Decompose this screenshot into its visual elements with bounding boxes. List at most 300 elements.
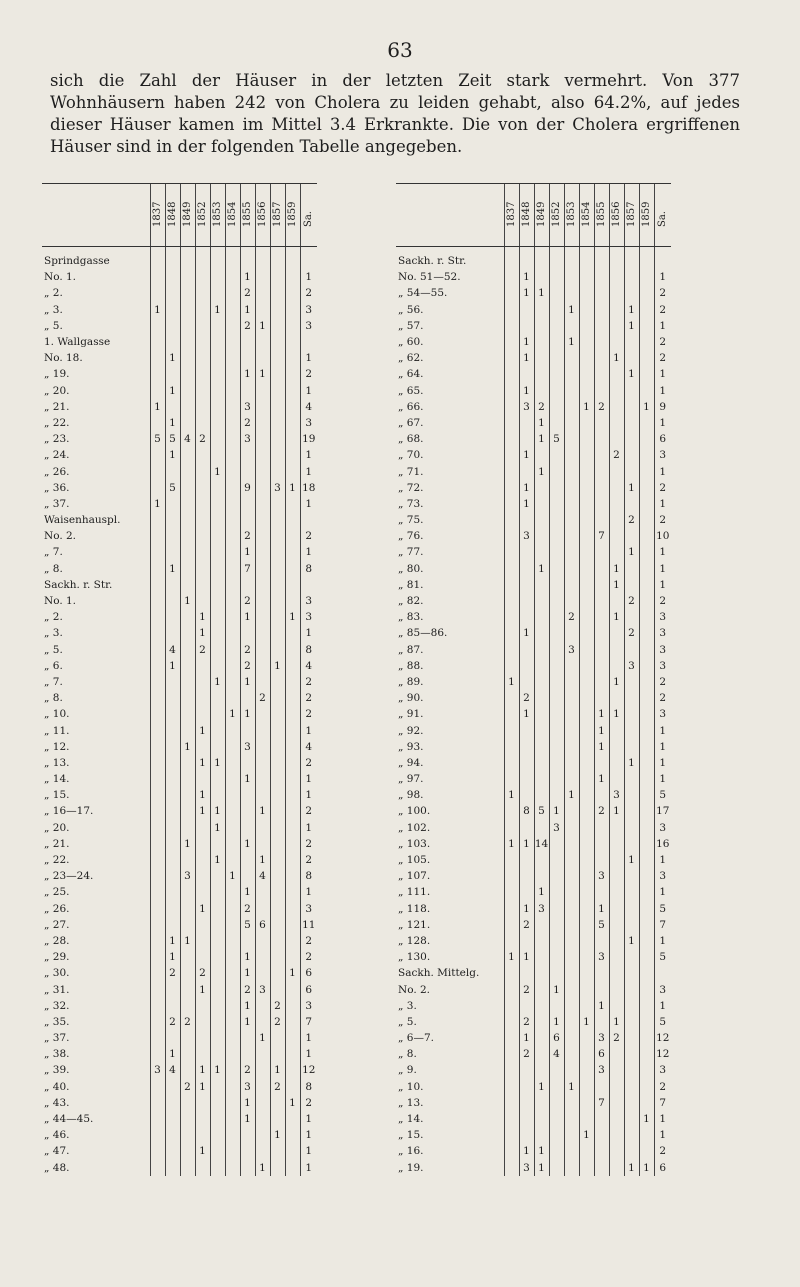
table-cell (225, 933, 240, 949)
table-cell (240, 463, 255, 479)
table-cell (549, 577, 564, 593)
table-cell (195, 1095, 210, 1111)
table-cell (504, 334, 519, 350)
table-row (396, 965, 671, 981)
table-cell (624, 642, 639, 658)
table-cell (285, 269, 300, 285)
table-cell (504, 415, 519, 431)
row-label: „ 130. (398, 951, 431, 964)
table-cell (609, 901, 624, 917)
table-cell: 2 (624, 593, 639, 609)
table-cell (240, 852, 255, 868)
table-cell: 2 (300, 949, 317, 965)
table-cell (150, 1079, 165, 1095)
table-cell (255, 901, 270, 917)
table-cell: 4 (165, 642, 180, 658)
table-cell (579, 998, 594, 1014)
table-cell: 7 (300, 1014, 317, 1030)
table-cell (639, 820, 654, 836)
table-cell (225, 1143, 240, 1159)
table-cell: 3 (519, 1160, 534, 1176)
table-cell: 2 (270, 998, 285, 1014)
table-cell (255, 302, 270, 318)
table-cell (285, 528, 300, 544)
table-cell (270, 285, 285, 301)
table-cell (564, 431, 579, 447)
table-cell (240, 247, 255, 270)
left-column-header-label: 1849 (181, 201, 193, 227)
table-cell (579, 642, 594, 658)
left-column-header-label: 1853 (211, 201, 223, 227)
table-row (396, 593, 671, 609)
row-label: „ 37. (44, 497, 70, 510)
table-cell (180, 1095, 195, 1111)
table-cell (240, 690, 255, 706)
table-cell (594, 544, 609, 560)
table-cell (579, 755, 594, 771)
table-cell: 3 (300, 593, 317, 609)
left-header-blank (42, 184, 150, 247)
table-cell (534, 544, 549, 560)
table-cell (639, 334, 654, 350)
table-cell (195, 334, 210, 350)
table-cell (270, 593, 285, 609)
table-cell (624, 609, 639, 625)
table-cell: 16 (654, 836, 671, 852)
left-column-header (210, 184, 225, 247)
table-cell: 2 (195, 431, 210, 447)
row-label: „ 93. (398, 740, 424, 753)
table-cell (549, 642, 564, 658)
table-cell (609, 512, 624, 528)
table-cell (195, 1014, 210, 1030)
table-cell: 3 (594, 868, 609, 884)
table-cell (534, 820, 549, 836)
table-cell: 1 (180, 836, 195, 852)
right-column-header-label: Sa. (656, 211, 668, 227)
table-cell: 1 (300, 269, 317, 285)
table-cell (210, 836, 225, 852)
table-cell: 1 (654, 318, 671, 334)
table-cell (609, 722, 624, 738)
table-cell: 2 (165, 1014, 180, 1030)
table-cell (210, 1030, 225, 1046)
table-cell (255, 787, 270, 803)
table-row (396, 998, 671, 1014)
table-cell (504, 496, 519, 512)
row-label: „ 23. (44, 433, 70, 446)
table-cell: 2 (519, 917, 534, 933)
table-cell: 2 (654, 334, 671, 350)
table-cell (594, 933, 609, 949)
table-cell: 2 (240, 642, 255, 658)
table-cell (225, 965, 240, 981)
table-cell (579, 901, 594, 917)
table-cell (255, 1046, 270, 1062)
table-cell (504, 852, 519, 868)
table-cell (639, 722, 654, 738)
row-label: „ 105. (398, 854, 431, 867)
table-cell (579, 383, 594, 399)
table-cell (639, 609, 654, 625)
table-cell (285, 722, 300, 738)
table-cell: 9 (240, 480, 255, 496)
table-cell (519, 884, 534, 900)
left-column-header (255, 184, 270, 247)
table-cell (624, 269, 639, 285)
table-cell: 3 (534, 901, 549, 917)
table-cell (225, 901, 240, 917)
table-cell (180, 722, 195, 738)
table-cell (504, 771, 519, 787)
table-cell (549, 480, 564, 496)
table-cell (210, 642, 225, 658)
table-cell: 1 (594, 998, 609, 1014)
table-cell: 1 (240, 1014, 255, 1030)
table-cell (519, 868, 534, 884)
table-cell (285, 415, 300, 431)
table-cell (195, 512, 210, 528)
table-cell: 1 (639, 1160, 654, 1176)
row-label: „ 107. (398, 870, 431, 883)
table-cell (504, 690, 519, 706)
table-cell (639, 1095, 654, 1111)
table-cell (270, 544, 285, 560)
table-row (396, 285, 671, 301)
table-cell (225, 609, 240, 625)
table-cell (504, 642, 519, 658)
table-cell: 1 (165, 658, 180, 674)
table-cell: 2 (519, 690, 534, 706)
table-cell (579, 836, 594, 852)
row-label: „ 85—86. (398, 627, 448, 640)
table-row (42, 496, 317, 512)
table-cell (195, 577, 210, 593)
table-cell (225, 722, 240, 738)
table-cell (255, 593, 270, 609)
table-cell (255, 577, 270, 593)
table-cell (624, 1095, 639, 1111)
table-cell (180, 884, 195, 900)
table-cell: 12 (300, 1062, 317, 1078)
table-cell (519, 722, 534, 738)
table-cell (270, 1143, 285, 1159)
table-cell: 17 (654, 803, 671, 819)
table-cell (579, 625, 594, 641)
table-cell (150, 609, 165, 625)
table-cell (594, 463, 609, 479)
right-column-header (534, 184, 549, 247)
table-cell: 3 (654, 609, 671, 625)
table-cell (594, 577, 609, 593)
table-cell (150, 593, 165, 609)
table-cell (180, 480, 195, 496)
table-cell: 6 (549, 1030, 564, 1046)
table-cell (210, 1143, 225, 1159)
table-cell (504, 625, 519, 641)
table-cell (609, 431, 624, 447)
table-cell (255, 561, 270, 577)
table-cell (165, 722, 180, 738)
left-column-header (270, 184, 285, 247)
table-cell (549, 722, 564, 738)
table-cell (165, 868, 180, 884)
table-cell: 1 (240, 302, 255, 318)
table-cell (195, 706, 210, 722)
table-cell (240, 755, 255, 771)
table-cell (150, 706, 165, 722)
table-cell (549, 285, 564, 301)
table-row (42, 383, 317, 399)
table-cell (240, 625, 255, 641)
table-cell (534, 981, 549, 997)
table-cell (285, 739, 300, 755)
table-cell (534, 593, 549, 609)
table-cell (225, 1127, 240, 1143)
table-cell (165, 334, 180, 350)
table-cell: 1 (240, 269, 255, 285)
table-cell (165, 803, 180, 819)
table-cell: 3 (609, 787, 624, 803)
table-cell (195, 447, 210, 463)
table-cell (165, 318, 180, 334)
table-cell (150, 771, 165, 787)
table-cell (150, 1046, 165, 1062)
table-cell (225, 302, 240, 318)
table-cell (639, 1030, 654, 1046)
table-cell: 1 (609, 609, 624, 625)
table-cell: 1 (579, 1127, 594, 1143)
table-cell (624, 334, 639, 350)
table-cell (639, 1127, 654, 1143)
table-row (42, 820, 317, 836)
table-cell (504, 1030, 519, 1046)
table-cell (534, 318, 549, 334)
table-cell: 2 (240, 318, 255, 334)
table-cell: 1 (654, 998, 671, 1014)
page-number: 63 (387, 38, 413, 62)
table-cell (210, 917, 225, 933)
table-cell (564, 480, 579, 496)
table-cell (579, 318, 594, 334)
table-cell: 1 (150, 302, 165, 318)
table-cell (534, 690, 549, 706)
table-cell (255, 1095, 270, 1111)
table-cell (564, 739, 579, 755)
right-column-header-label: 1837 (505, 201, 517, 227)
table-cell (534, 512, 549, 528)
table-cell (534, 771, 549, 787)
table-cell (165, 285, 180, 301)
table-row (396, 577, 671, 593)
table-cell (594, 981, 609, 997)
row-label: „ 8. (398, 1048, 417, 1061)
table-cell (519, 1111, 534, 1127)
row-label: „ 22. (44, 416, 70, 429)
table-cell (270, 722, 285, 738)
table-cell (594, 609, 609, 625)
table-cell (594, 561, 609, 577)
table-row (42, 593, 317, 609)
table-cell (564, 852, 579, 868)
table-cell (519, 998, 534, 1014)
table-row (396, 739, 671, 755)
table-cell (639, 949, 654, 965)
table-cell (519, 739, 534, 755)
right-cholera-table (396, 183, 671, 1176)
row-label: „ 21. (44, 837, 70, 850)
table-cell: 4 (165, 1062, 180, 1078)
table-cell: 1 (225, 706, 240, 722)
table-cell (210, 658, 225, 674)
table-cell (225, 1111, 240, 1127)
table-cell (639, 933, 654, 949)
table-cell: 1 (504, 787, 519, 803)
table-row (396, 512, 671, 528)
table-cell (624, 820, 639, 836)
table-cell (564, 512, 579, 528)
row-label: „ 82. (398, 595, 424, 608)
table-cell (165, 1079, 180, 1095)
row-label: „ 97. (398, 773, 424, 786)
table-cell (210, 577, 225, 593)
table-cell (285, 998, 300, 1014)
table-cell (285, 771, 300, 787)
table-cell (504, 1014, 519, 1030)
table-cell (639, 868, 654, 884)
table-cell: 1 (255, 1160, 270, 1176)
table-cell: 1 (519, 836, 534, 852)
table-cell (150, 625, 165, 641)
table-row (396, 334, 671, 350)
table-row (42, 625, 317, 641)
table-cell: 1 (225, 868, 240, 884)
table-cell (180, 690, 195, 706)
table-cell (150, 512, 165, 528)
table-cell: 1 (300, 1160, 317, 1176)
table-row (42, 366, 317, 382)
right-column-header (579, 184, 594, 247)
table-cell (210, 933, 225, 949)
row-label: „ 111. (398, 886, 431, 899)
table-cell (579, 334, 594, 350)
table-cell (564, 625, 579, 641)
table-cell (504, 803, 519, 819)
row-label: „ 23—24. (44, 870, 94, 883)
table-cell (594, 965, 609, 981)
table-cell (504, 1079, 519, 1095)
row-label: No. 1. (44, 595, 77, 608)
table-cell (180, 447, 195, 463)
table-cell: 1 (195, 1079, 210, 1095)
table-cell (150, 415, 165, 431)
table-cell (534, 1014, 549, 1030)
table-cell (549, 561, 564, 577)
table-row (42, 285, 317, 301)
table-cell: 2 (624, 512, 639, 528)
row-label: „ 128. (398, 934, 431, 947)
table-cell (180, 285, 195, 301)
table-cell (594, 690, 609, 706)
table-cell (564, 577, 579, 593)
table-cell (624, 1014, 639, 1030)
table-cell: 1 (624, 1160, 639, 1176)
table-cell: 5 (165, 480, 180, 496)
table-cell: 4 (300, 658, 317, 674)
table-cell: 1 (534, 561, 549, 577)
table-cell: 1 (195, 609, 210, 625)
table-cell (504, 901, 519, 917)
row-label: „ 91. (398, 708, 424, 721)
table-cell (255, 706, 270, 722)
table-row (396, 868, 671, 884)
table-cell (195, 269, 210, 285)
table-cell (195, 933, 210, 949)
right-column-header (594, 184, 609, 247)
table-cell: 1 (519, 1030, 534, 1046)
table-cell (285, 884, 300, 900)
table-cell (300, 334, 317, 350)
table-cell (519, 302, 534, 318)
table-cell (180, 981, 195, 997)
table-cell (534, 739, 549, 755)
table-cell: 3 (654, 706, 671, 722)
table-cell (549, 247, 564, 270)
table-cell (609, 480, 624, 496)
table-row (396, 302, 671, 318)
table-cell (549, 949, 564, 965)
table-cell (504, 1143, 519, 1159)
table-cell (270, 787, 285, 803)
table-cell (150, 577, 165, 593)
table-cell (255, 949, 270, 965)
table-cell (255, 399, 270, 415)
table-cell (549, 609, 564, 625)
table-cell (504, 247, 519, 270)
row-label: „ 20. (44, 384, 70, 397)
table-cell (534, 350, 549, 366)
table-row (396, 803, 671, 819)
table-cell (534, 1111, 549, 1127)
table-cell (150, 1014, 165, 1030)
row-label: „ 64. (398, 368, 424, 381)
table-cell: 1 (654, 884, 671, 900)
table-cell (579, 247, 594, 270)
table-cell (564, 722, 579, 738)
table-cell (180, 787, 195, 803)
table-cell (270, 965, 285, 981)
table-cell: 2 (519, 1014, 534, 1030)
table-cell: 2 (240, 658, 255, 674)
table-cell (609, 593, 624, 609)
table-cell (225, 852, 240, 868)
table-cell: 2 (255, 690, 270, 706)
table-cell (609, 1062, 624, 1078)
row-label: „ 66. (398, 400, 424, 413)
table-cell (519, 463, 534, 479)
table-cell (285, 1014, 300, 1030)
table-cell: 5 (165, 431, 180, 447)
table-cell (564, 1111, 579, 1127)
table-row (396, 609, 671, 625)
right-column-header-label: 1859 (640, 201, 652, 227)
table-cell: 2 (240, 1062, 255, 1078)
table-cell (549, 1127, 564, 1143)
table-row (396, 1127, 671, 1143)
table-cell (624, 1030, 639, 1046)
table-cell (150, 480, 165, 496)
table-cell: 1 (624, 480, 639, 496)
